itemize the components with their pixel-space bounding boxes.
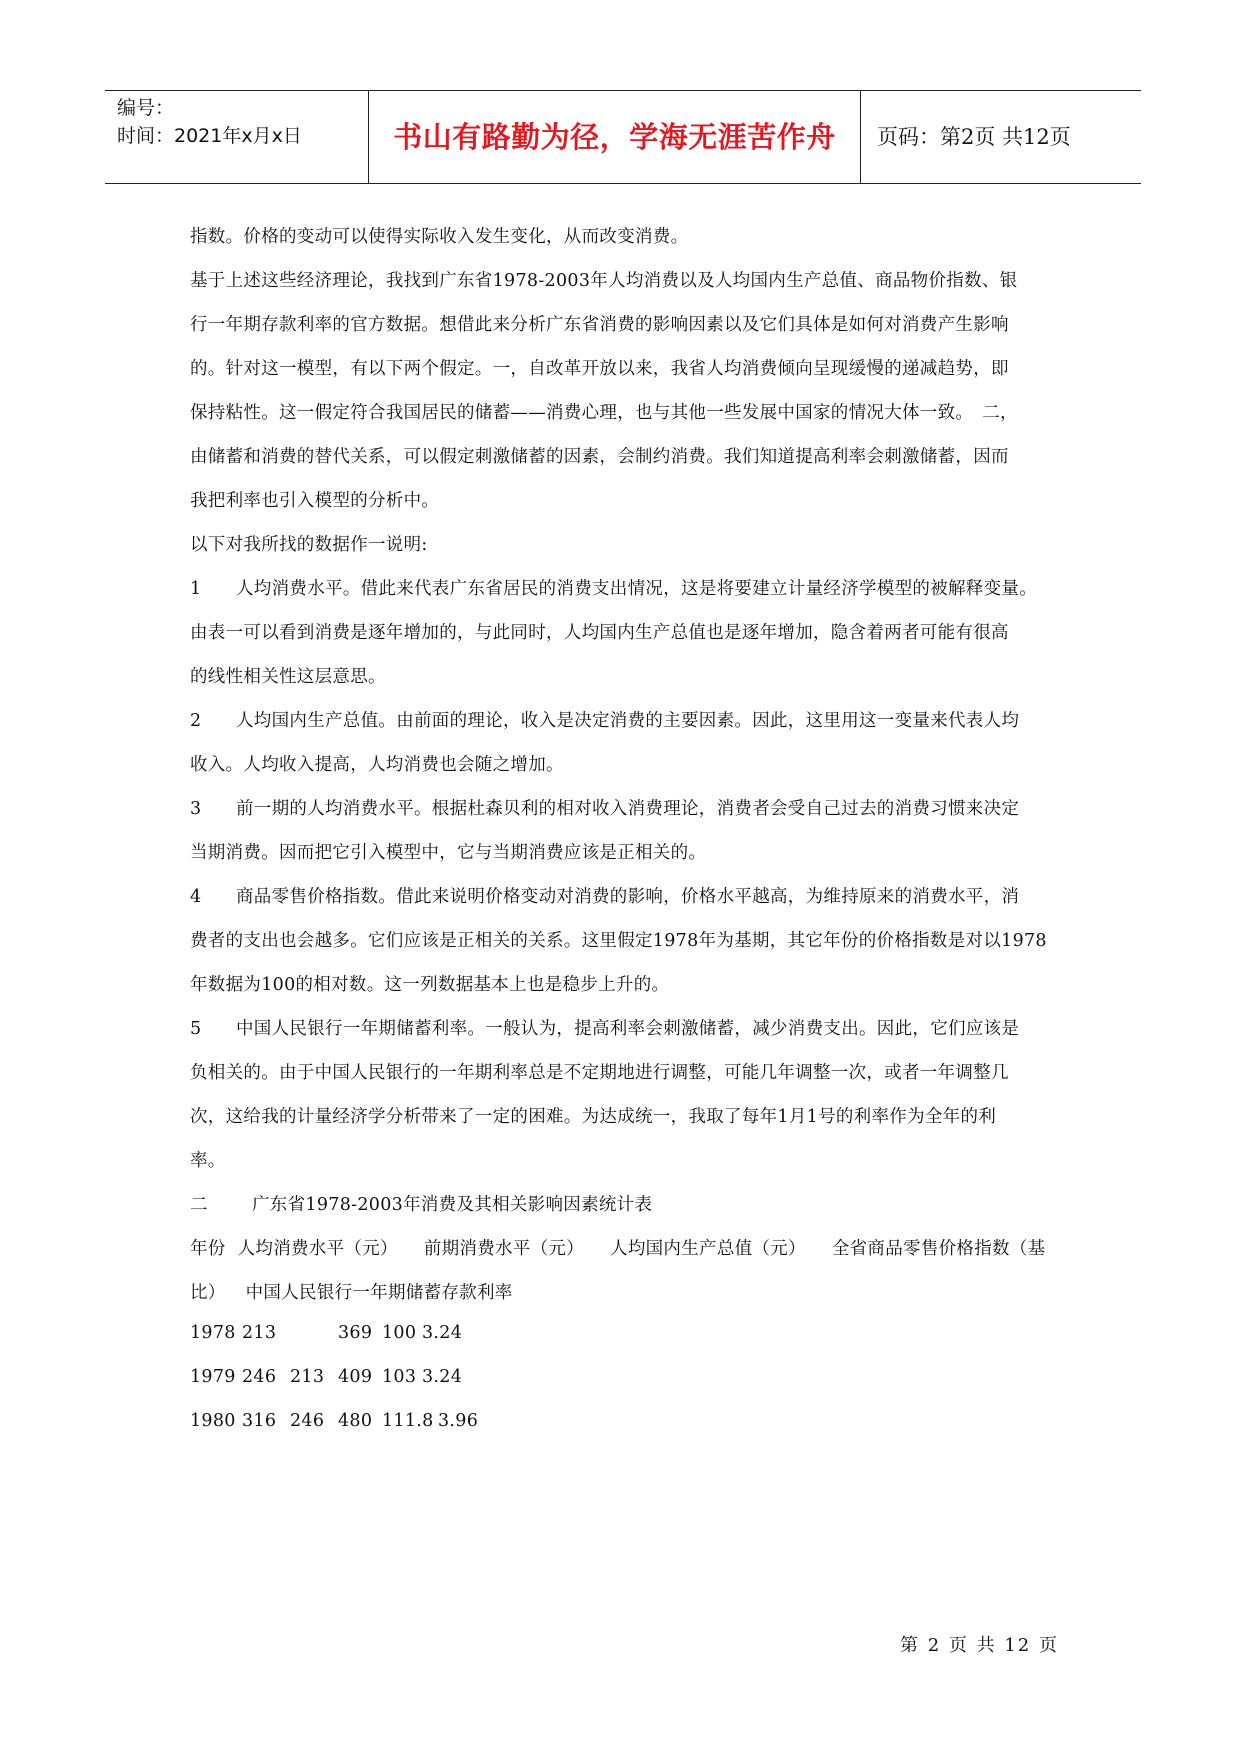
section-number: 二 [190,1195,208,1215]
list-item-line: 2 人均国内生产总值。由前面的理论，收入是决定消费的主要因素。因此，这里用这一变量来代表人均 [190,711,1020,731]
table-title: 二 广东省1978-2003年消费及其相关影响因素统计表 [190,1191,652,1216]
table-cell: 246 [242,1367,277,1387]
table-cell: 409 [338,1367,373,1387]
list-item-line: 3 前一期的人均消费水平。根据杜森贝利的相对收入消费理论，消费者会受自己过去的消费习惯来决定 [190,799,1020,819]
header-motto: 书山有路勤为径，学海无涯苦作舟 [369,91,861,183]
paragraph-line: 指数。价格的变动可以使得实际收入发生变化，从而改变消费。 [190,227,689,247]
list-item-number: 3 [190,799,202,819]
list-item-line: 收入。人均收入提高，人均消费也会随之增加。 [190,755,564,775]
table-cell: 3.96 [438,1411,479,1431]
header-meta [105,91,369,183]
table-header-cell: 年份 [190,1239,226,1259]
list-item-line: 5 中国人民银行一年期储蓄利率。一般认为，提高利率会刺激储蓄，减少消费支出。因此，它们应该是 [190,1019,1020,1039]
document-number-label: 编号： [117,97,175,119]
table-row [190,1367,462,1387]
document-time-label: 时间：2021年x月x日 [117,125,302,147]
table-header-cell: 人均国内生产总值（元） [610,1239,806,1259]
page-footer: 第 2 页 共 12 页 [900,1635,1059,1656]
list-item-line: 1 人均消费水平。借此来代表广东省居民的消费支出情况，这是将要建立计量经济学模型的被解释变量。 [190,579,1037,599]
table-cell: 1978 [190,1323,236,1343]
header-page-code: 页码：第2页 共12页 [877,125,1071,149]
list-item-line: 由表一可以看到消费是逐年增加的，与此同时，人均国内生产总值也是逐年增加，隐含着两者可能有很高 [190,623,1009,643]
paragraph-line: 的。针对这一模型，有以下两个假定。一，自改革开放以来，我省人均消费倾向呈现缓慢的递减趋势，即 [190,359,1009,379]
list-item-line: 4 商品零售价格指数。借此来说明价格变动对消费的影响，价格水平越高，为维持原来的消费水平，消 [190,887,1020,907]
table-cell: 369 [338,1323,373,1343]
table-header-cell: 全省商品零售价格指数（基 [831,1239,1046,1259]
list-item-line: 当期消费。因而把它引入模型中，它与当期消费应该是正相关的。 [190,843,707,863]
table-header-cell: 人均消费水平（元） [237,1239,398,1259]
list-item-line: 的线性相关性这层意思。 [190,667,386,687]
paragraph-line: 由储蓄和消费的替代关系，可以假定刺激储蓄的因素，会制约消费。我们知道提高利率会刺激储蓄，因而 [190,447,1009,467]
table-header-cell: 中国人民银行一年期储蓄存款利率 [245,1283,513,1303]
list-item-line: 年数据为100的相对数。这一列数据基本上也是稳步上升的。 [190,975,670,995]
list-item-line: 费者的支出也会越多。它们应该是正相关的关系。这里假定1978年为基期，其它年份的价格指数是对以1978 [190,931,1047,951]
table-cell: 316 [242,1411,277,1431]
list-item-line: 次，这给我的计量经济学分析带来了一定的困难。为达成统一，我取了每年1月1号的利率作为全年的利 [190,1107,997,1127]
table-header-cell: 比） [190,1283,226,1303]
table-cell: 246 [290,1411,325,1431]
table-cell: 100 [382,1323,417,1343]
list-item-number: 2 [190,711,202,731]
table-cell: 111.8 [382,1411,434,1431]
table-row [190,1323,462,1343]
paragraph-line: 基于上述这些经济理论，我找到广东省1978-2003年人均消费以及人均国内生产总值、商品物价指数、银 [190,271,1018,291]
paragraph-line: 保持粘性。这一假定符合我国居民的储蓄——消费心理，也与其他一些发展中国家的情况大体一致。 二， [190,403,1018,423]
table-cell: 103 [382,1367,417,1387]
paragraph-line: 以下对我所找的数据作一说明: [190,535,428,555]
table-cell: 480 [338,1411,373,1431]
table-cell: 3.24 [422,1323,463,1343]
list-item-number: 5 [190,1019,202,1039]
table-header-row [190,1279,539,1304]
table-cell: 3.24 [422,1367,463,1387]
list-item-line: 率。 [190,1151,226,1171]
table-header-row [190,1235,1045,1260]
list-item-number: 1 [190,579,202,599]
list-item-number: 4 [190,887,202,907]
table-cell: 213 [242,1323,277,1343]
table-header-cell: 前期消费水平（元） [423,1239,585,1259]
page-header [105,90,1141,184]
table-cell: 213 [290,1367,325,1387]
paragraph-line: 我把利率也引入模型的分析中。 [190,491,440,511]
paragraph-line: 行一年期存款利率的官方数据。想借此来分析广东省消费的影响因素以及它们具体是如何对消费产生影响 [190,315,1009,335]
table-cell: 1980 [190,1411,236,1431]
table-row [190,1411,478,1431]
table-cell: 1979 [190,1367,236,1387]
list-item-line: 负相关的。由于中国人民银行的一年期利率总是不定期地进行调整，可能几年调整一次，或者一年调整几 [190,1063,1009,1083]
